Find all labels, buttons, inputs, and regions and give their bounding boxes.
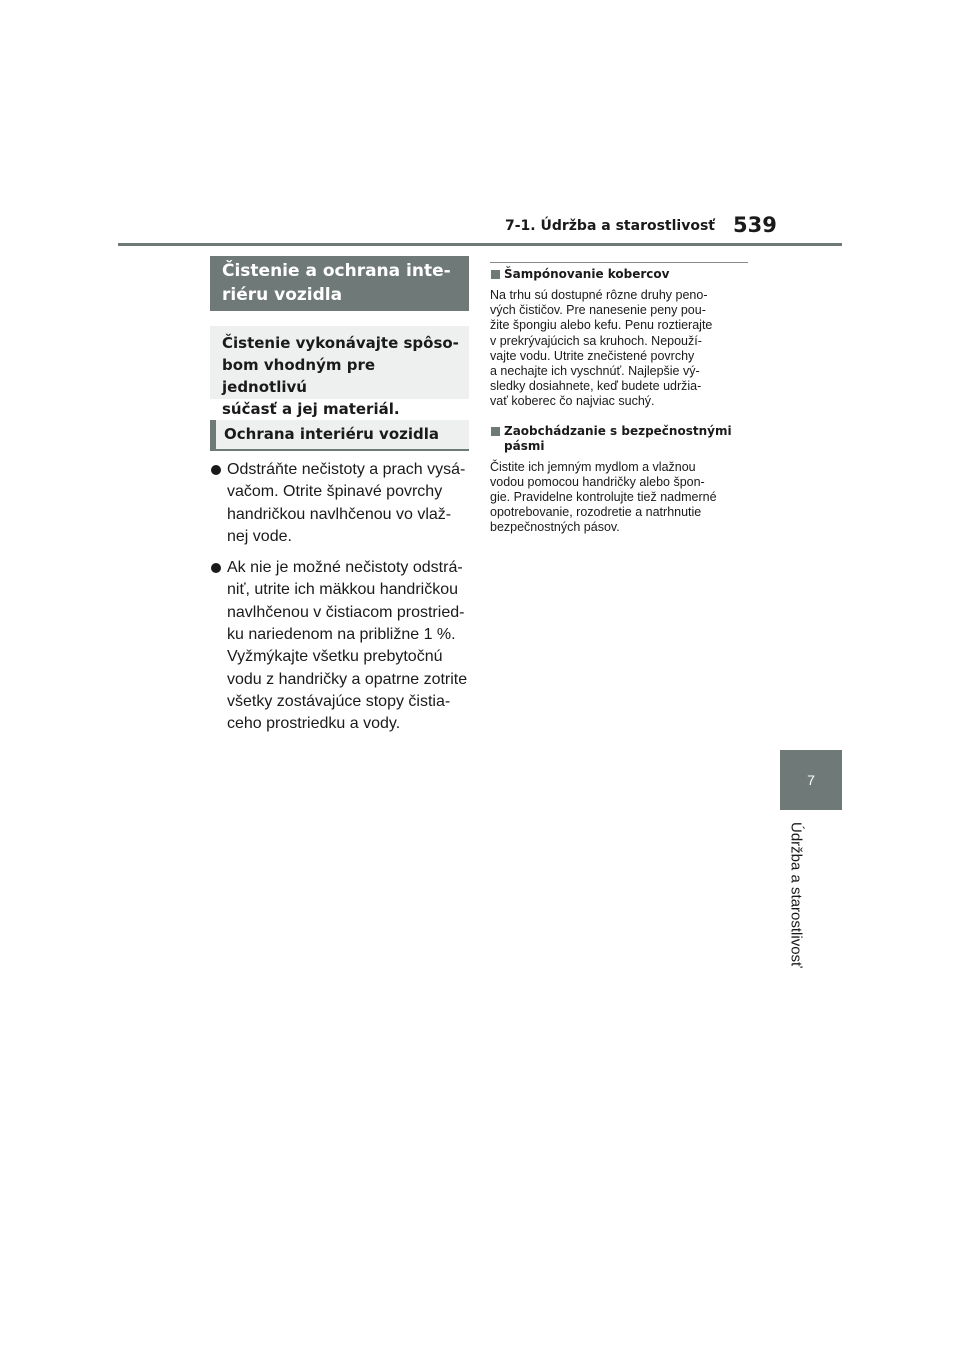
seatbelt-heading bbox=[490, 424, 748, 454]
chapter-tab bbox=[780, 750, 842, 810]
bullet-dot-icon bbox=[210, 459, 227, 548]
header-rule bbox=[118, 243, 842, 246]
bullet-line: nej vode. bbox=[227, 527, 292, 545]
bullet-line: ceho prostriedku a vody. bbox=[227, 715, 401, 733]
bullet-line: navlhčenou v čistiacom prostried- bbox=[227, 603, 465, 621]
bullet-line: všetky zostávajúce stopy čistia- bbox=[227, 692, 451, 710]
bullet-line: Vyžmýkajte všetku prebytočnú bbox=[227, 648, 443, 666]
bullet-line: niť, utrite ich mäkkou handričkou bbox=[227, 581, 458, 599]
bullet-item bbox=[210, 557, 472, 735]
page-number: 539 bbox=[733, 213, 777, 237]
bullet-list bbox=[210, 459, 472, 745]
intro-box bbox=[210, 326, 469, 418]
bullet-item bbox=[210, 459, 472, 548]
heading-line: Šampónovanie kobercov bbox=[504, 267, 670, 281]
heading-line: Zaobchádzanie s bezpečnostnými bbox=[504, 423, 732, 438]
para-line: sledky dosiahnete, keď budete udržia- bbox=[490, 379, 702, 394]
bullet-line: handričkou navlhčenou vo vlaž- bbox=[227, 505, 452, 523]
chapter-number: 7 bbox=[807, 772, 815, 788]
square-bullet-icon bbox=[490, 267, 504, 282]
para-line: v prekrývajúcich sa kruhoch. Nepouží- bbox=[490, 333, 702, 348]
para-line: Čistite ich jemným mydlom a vlažnou bbox=[490, 459, 696, 474]
main-title-line: Čistenie a ochrana inte- bbox=[222, 261, 451, 281]
chapter-side-label bbox=[766, 822, 826, 972]
bullet-line: Ak nie je možné nečistoty odstrá- bbox=[227, 559, 463, 577]
section-title: 7-1. Údržba a starostlivosť bbox=[505, 218, 715, 234]
intro-line: bom vhodným pre jednotlivú bbox=[222, 356, 376, 396]
para-line: vodou pomocou handričky alebo špon- bbox=[490, 474, 705, 489]
para-line: vať koberec čo najviac suchý. bbox=[490, 394, 655, 409]
right-column-rule bbox=[490, 262, 748, 263]
subheading-text: Ochrana interiéru vozidla bbox=[224, 425, 439, 443]
heading-line: pásmi bbox=[504, 438, 545, 453]
carpet-heading bbox=[490, 267, 748, 282]
bullet-line: vačom. Otrite špinavé povrchy bbox=[227, 483, 443, 501]
chapter-title: Údržba a starostlivosť bbox=[787, 822, 805, 968]
intro-line: súčasť a jej materiál. bbox=[222, 400, 400, 418]
bullet-text bbox=[227, 459, 472, 548]
square-bullet-icon bbox=[490, 424, 504, 454]
carpet-paragraph bbox=[490, 288, 748, 410]
seatbelt-paragraph bbox=[490, 460, 748, 536]
subheading bbox=[210, 420, 469, 451]
bullet-line: vodu z handričky a opatrne zotrite bbox=[227, 670, 468, 688]
main-title-line: riéru vozidla bbox=[222, 285, 343, 305]
bullet-line: Odstráňte nečistoty a prach vysá- bbox=[227, 461, 466, 478]
para-line: a nechajte ich vyschnúť. Najlepšie vý- bbox=[490, 364, 700, 379]
para-line: vých čističov. Pre nanesenie peny pou- bbox=[490, 303, 706, 318]
para-line: gie. Pravidelne kontrolujte tiež nadmerné bbox=[490, 490, 717, 505]
para-line: žite špongiu alebo kefu. Penu roztierajte bbox=[490, 318, 713, 333]
para-line: vajte vodu. Utrite znečistené povrchy bbox=[490, 348, 695, 363]
bullet-text bbox=[227, 557, 472, 735]
para-line: opotrebovanie, rozodretie a natrhnutie bbox=[490, 505, 702, 520]
para-line: bezpečnostných pásov. bbox=[490, 520, 620, 535]
intro-line: Čistenie vykonávajte spôso- bbox=[222, 334, 459, 352]
main-title bbox=[210, 256, 469, 311]
bullet-dot-icon bbox=[210, 557, 227, 735]
para-line: Na trhu sú dostupné rôzne druhy peno- bbox=[490, 288, 708, 302]
right-column bbox=[490, 267, 748, 536]
bullet-line: ku nariedenom na približne 1 %. bbox=[227, 626, 456, 644]
